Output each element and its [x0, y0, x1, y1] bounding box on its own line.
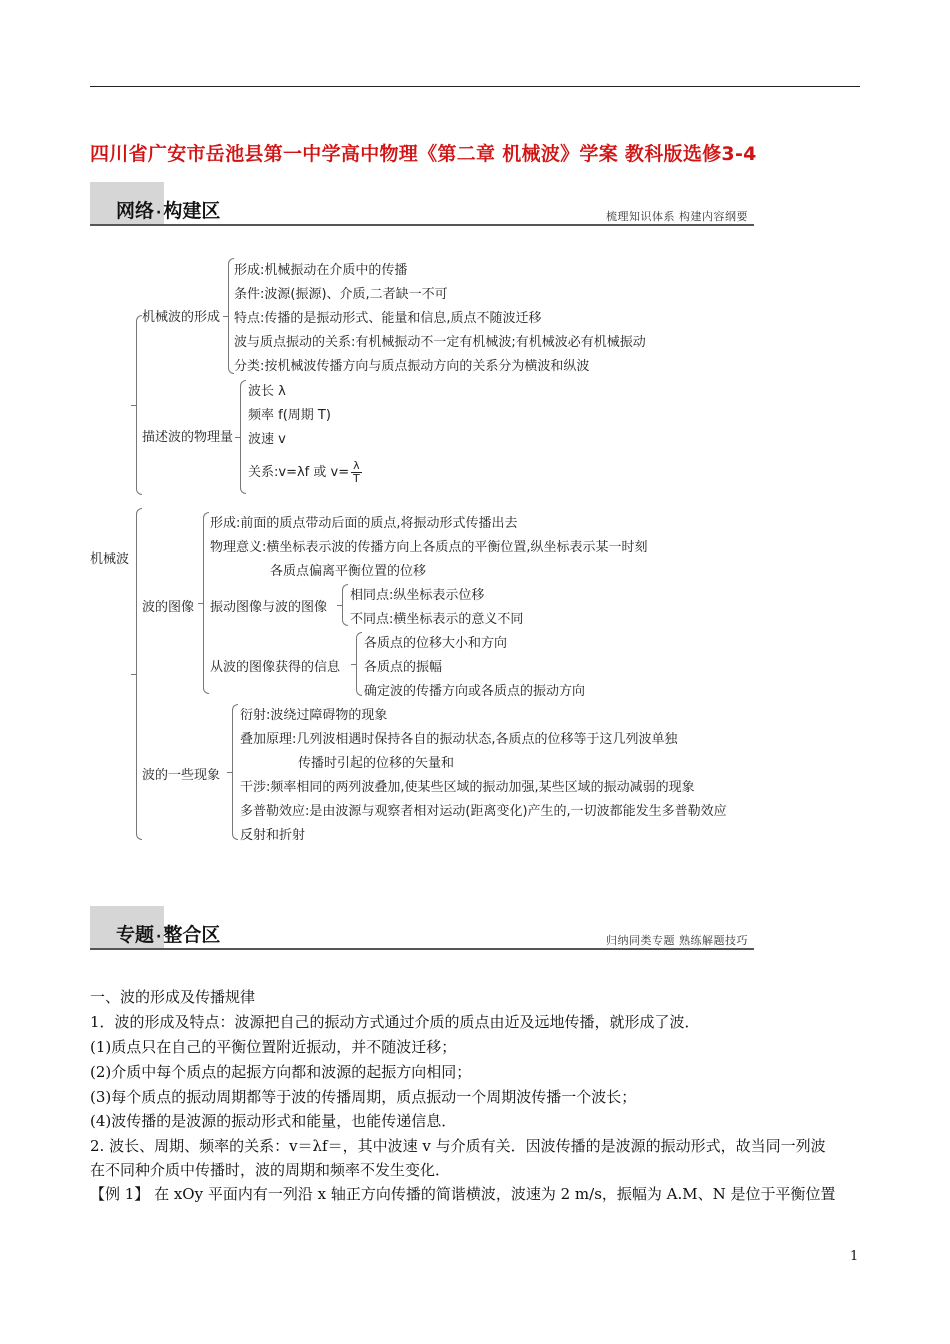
body-paragraph: 在不同种介质中传播时，波的周期和频率不发生变化． — [90, 1161, 451, 1179]
body-paragraph: (1)质点只在自己的平衡位置附近振动，并不随波迁移； — [90, 1038, 457, 1056]
phenomena-item: 传播时引起的位移的矢量和 — [298, 756, 455, 771]
quantity-item: 波长 λ — [248, 384, 286, 399]
formation-item: 分类:按机械波传播方向与质点振动方向的关系分为横波和纵波 — [234, 359, 590, 374]
brace-quantities-items — [240, 380, 246, 494]
phenomena-label: 波的一些现象 — [142, 768, 221, 783]
brace-obtain-items — [356, 632, 362, 696]
formation-item: 条件:波源(振源)、介质,二者缺一不可 — [234, 287, 448, 302]
brace-phenomena-items — [232, 704, 238, 840]
formation-item: 波与质点振动的关系:有机械振动不一定有机械波;有机械波必有机械振动 — [234, 335, 646, 350]
fraction-denominator: T — [352, 472, 360, 485]
section-rule — [90, 948, 754, 950]
section-band-topics — [90, 906, 754, 950]
formation-item: 特点:传播的是振动形式、能量和信息,质点不随波迁移 — [234, 311, 542, 326]
fraction-numerator: λ — [353, 459, 360, 472]
section-rule — [90, 224, 754, 226]
quantity-item: 频率 f(周期 T) — [248, 408, 331, 423]
obtain-item: 各质点的位移大小和方向 — [364, 636, 508, 651]
page-number: 1 — [850, 1249, 859, 1264]
compare-item: 不同点:横坐标表示的意义不同 — [350, 612, 524, 627]
phenomena-item: 多普勒效应:是由波源与观察者相对运动(距离变化)产生的,一切波都能发生多普勒效应 — [240, 804, 727, 819]
body-paragraph: (4)波传播的是波源的振动形式和能量，也能传递信息． — [90, 1112, 457, 1130]
top-rule — [90, 86, 860, 87]
phenomena-item: 反射和折射 — [240, 828, 306, 843]
body-paragraph: (2)介质中每个质点的起振方向都和波源的起振方向相同； — [90, 1063, 472, 1081]
formation-item: 形成:机械振动在介质中的传播 — [234, 263, 408, 278]
obtain-item: 确定波的传播方向或各质点的振动方向 — [364, 684, 586, 699]
body-paragraph: 1．波的形成及特点：波源把自己的振动方式通过介质的质点由近及远地传播，就形成了波． — [90, 1013, 700, 1031]
phenomena-item: 叠加原理:几列波相遇时保持各自的振动状态,各质点的位移等于这几列波单独 — [240, 732, 678, 747]
body-paragraph: (3)每个质点的振动周期都等于波的传播周期，质点振动一个周期波传播一个波长； — [90, 1088, 637, 1106]
brace-formation-quantities — [136, 315, 142, 495]
brace-compare-items — [342, 584, 348, 626]
example-paragraph: 【例 1】 在 xOy 平面内有一列沿 x 轴正方向传播的简谐横波，波速为 2 m/s，振幅为 A.M、N 是位于平衡位置 — [90, 1185, 836, 1203]
phenomena-item: 衍射:波绕过障碍物的现象 — [240, 708, 388, 723]
brace-image-items — [203, 512, 209, 694]
section-tagline: 梳理知识体系 构建内容纲要 — [606, 210, 748, 223]
formation-label: 机械波的形成 — [142, 310, 221, 325]
quantity-relation: 关系:v=λf 或 v= $\frac{\lambda}{T}$ — [248, 459, 360, 485]
obtain-label: 从波的图像获得的信息 — [210, 660, 341, 675]
quantity-item: 波速 v — [248, 432, 286, 447]
brace-root — [136, 508, 142, 840]
root-label: 机械波 — [90, 552, 130, 567]
image-meaning-cont: 各质点偏离平衡位置的位移 — [270, 564, 427, 579]
compare-item: 相同点:纵坐标表示位移 — [350, 588, 485, 603]
quantities-label: 描述波的物理量 — [142, 430, 234, 445]
body-heading: 一、波的形成及传播规律 — [90, 988, 256, 1006]
section-band-network — [90, 182, 754, 226]
compare-label: 振动图像与波的图像 — [210, 600, 328, 615]
section-heading: 网络 · 构建区 — [116, 200, 221, 222]
body-paragraph: 2. 波长、周期、频率的关系：v＝λf＝，其中波速 v 与介质有关．因波传播的是波源的振动形式，故当同一列波 — [90, 1137, 826, 1155]
phenomena-item: 干涉:频率相同的两列波叠加,使某些区域的振动加强,某些区域的振动减弱的现象 — [240, 780, 695, 795]
image-formation: 形成:前面的质点带动后面的质点,将振动形式传播出去 — [210, 516, 518, 531]
image-label: 波的图像 — [142, 600, 195, 615]
section-tagline: 归纳同类专题 熟练解题技巧 — [606, 934, 748, 947]
document-title: 四川省广安市岳池县第一中学高中物理《第二章 机械波》学案 教科版选修3-4 — [90, 143, 757, 165]
section-heading: 专题 · 整合区 — [116, 924, 221, 946]
image-meaning: 物理意义:横坐标表示波的传播方向上各质点的平衡位置,纵坐标表示某一时刻 — [210, 540, 648, 555]
obtain-item: 各质点的振幅 — [364, 660, 443, 675]
